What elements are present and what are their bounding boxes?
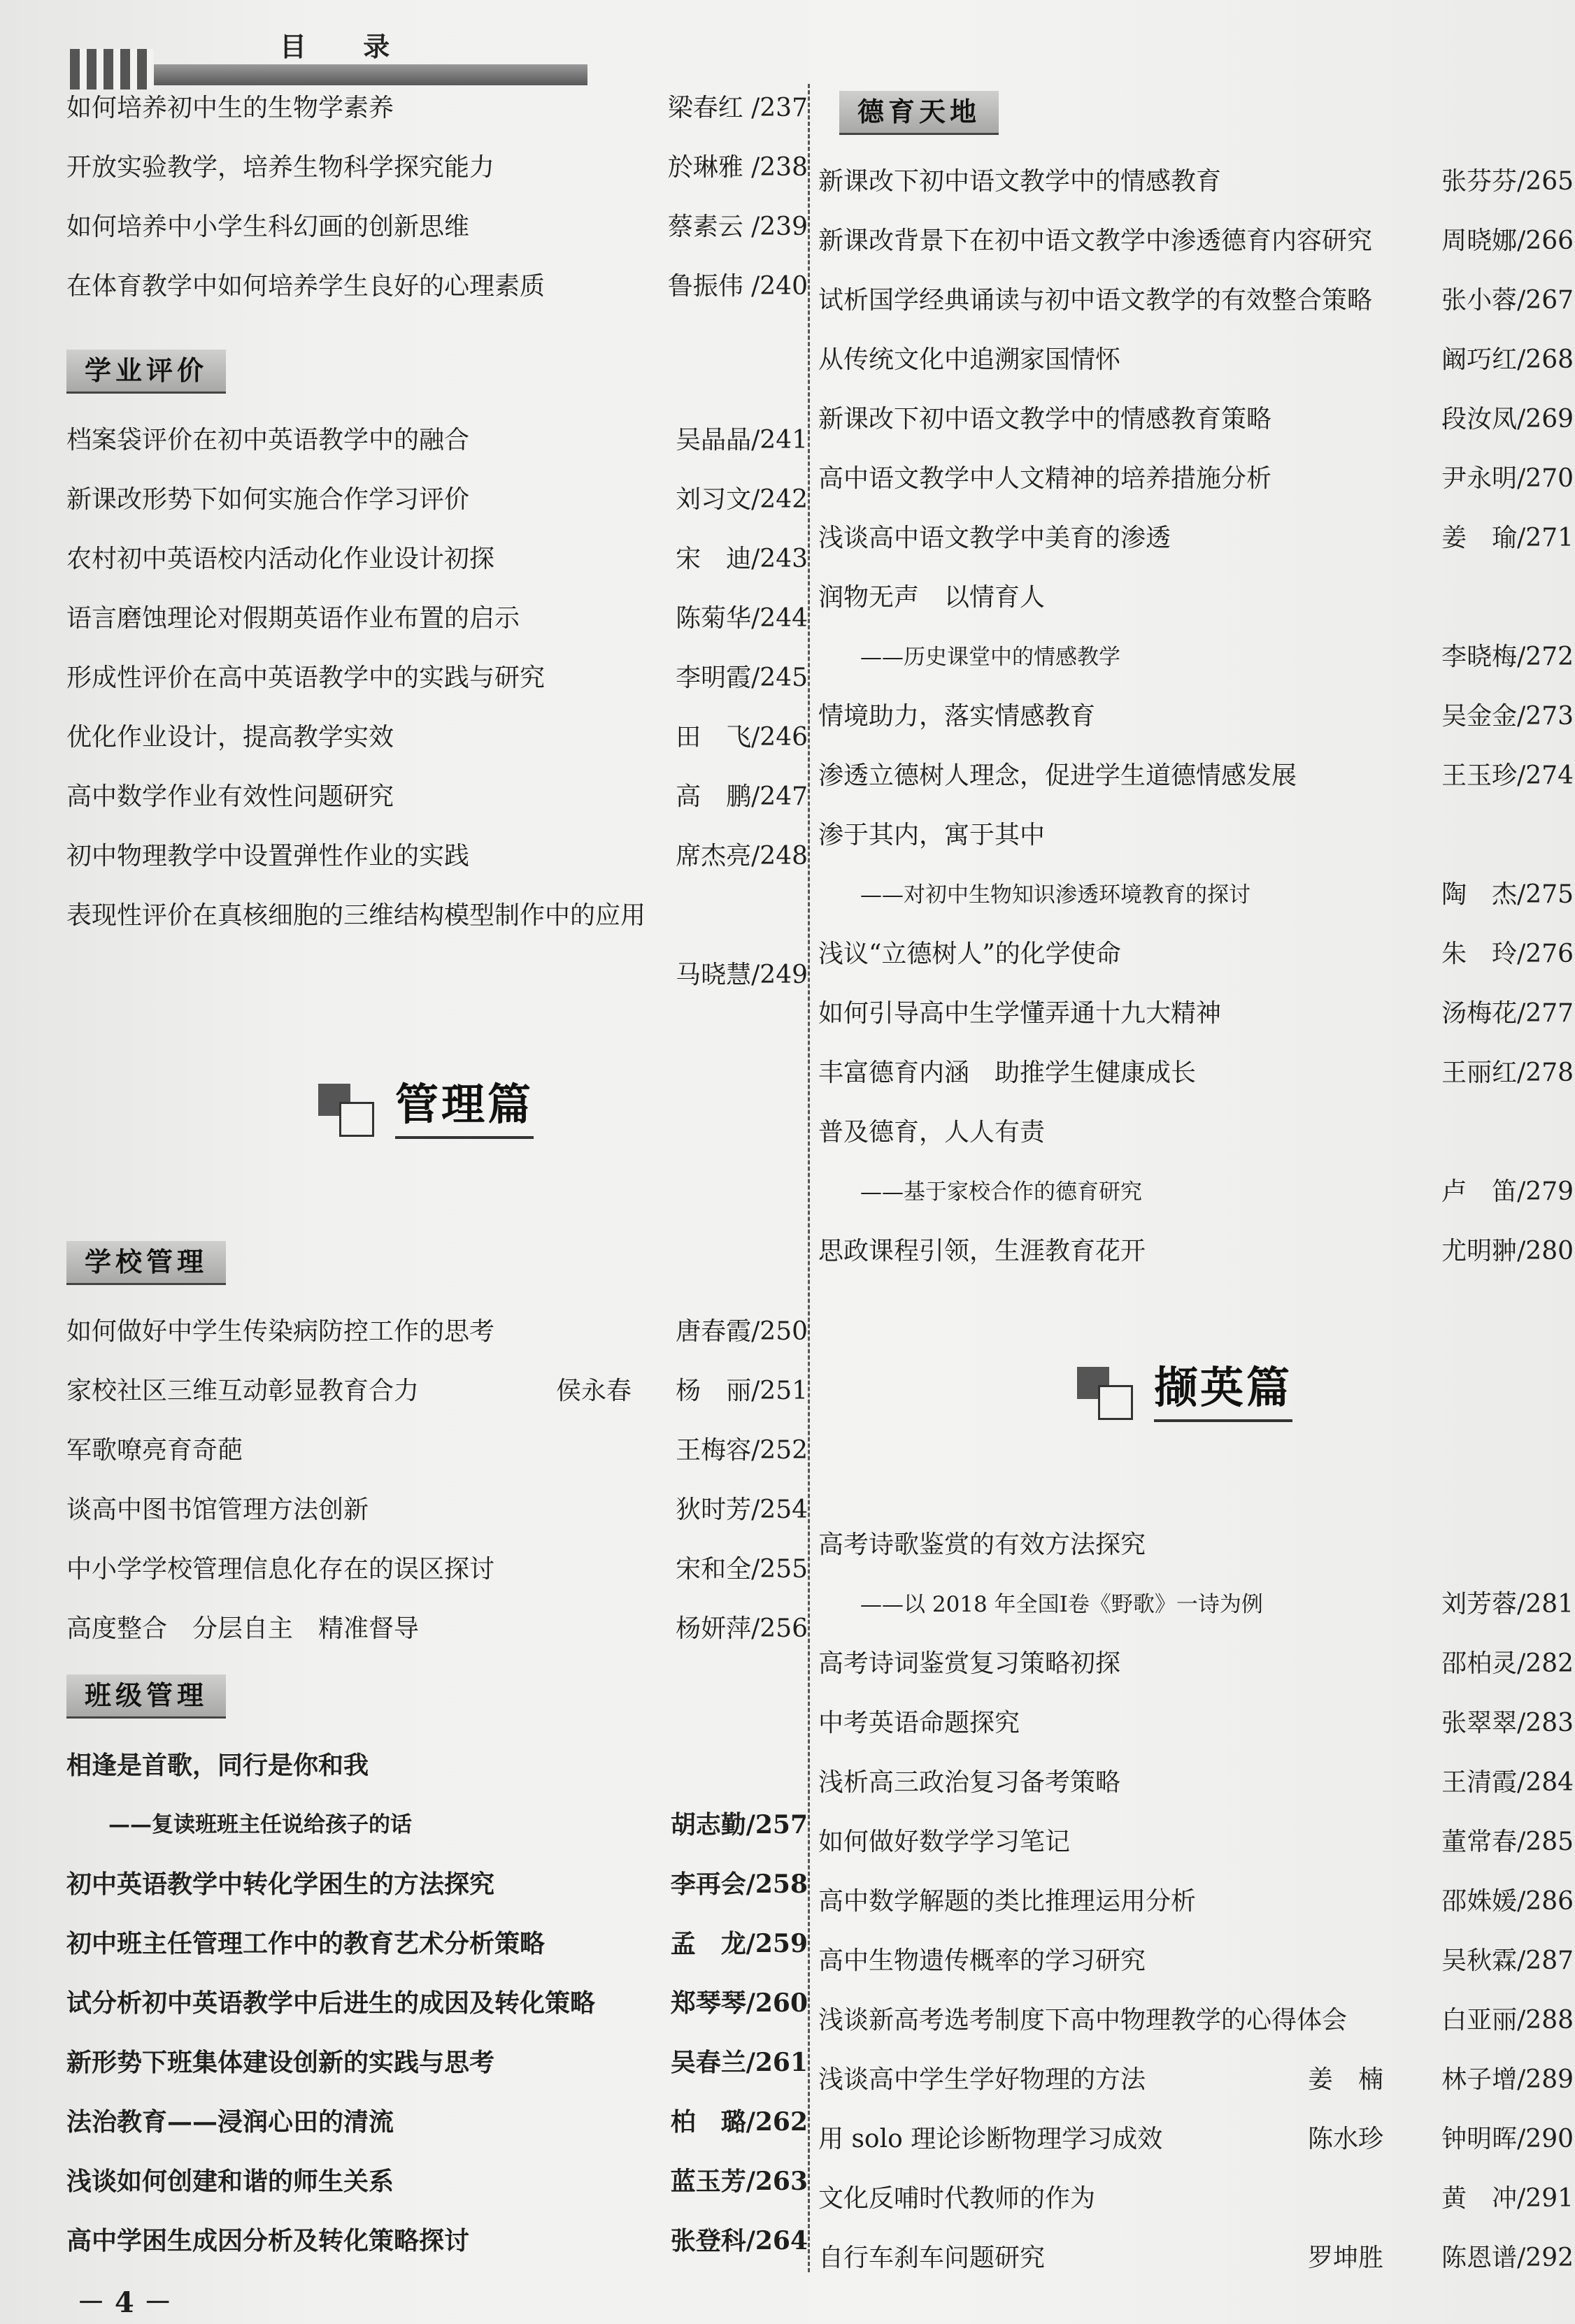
part-title-xieying: 撷英篇: [1077, 1353, 1427, 1423]
toc-entry[interactable]: 试析国学经典诵读与初中语文教学的有效整合策略 张小蓉/267: [818, 286, 1574, 315]
toc-entry[interactable]: 新课改形势下如何实施合作学习评价 刘习文/242: [66, 485, 808, 514]
toc-entry[interactable]: 如何培养中小学生科幻画的创新思维 蔡素云 /239: [66, 213, 808, 241]
toc-entry[interactable]: 浅谈高中学生学好物理的方法 姜 楠 林子增/289: [818, 2065, 1574, 2094]
toc-entry[interactable]: 试分析初中英语教学中后进生的成因及转化策略 郑琴琴/260: [66, 1988, 808, 2018]
section-label-banji: 班级管理: [66, 1674, 226, 1719]
toc-entry[interactable]: 在体育教学中如何培养学生良好的心理素质 鲁振伟 /240: [66, 272, 808, 301]
toc-entry[interactable]: 如何培养初中生的生物学素养 梁春红 /237: [66, 94, 808, 122]
toc-entry[interactable]: 高度整合 分层自主 精准督导 杨妍萍/256: [66, 1614, 808, 1643]
toc-entry[interactable]: 新课改背景下在初中语文教学中渗透德育内容研究 周晓娜/266: [818, 227, 1574, 255]
toc-entry[interactable]: 丰富德育内涵 助推学生健康成长 王丽红/278: [818, 1059, 1574, 1087]
toc-entry[interactable]: 谈高中图书馆管理方法创新 狄时芳/254: [66, 1495, 808, 1524]
toc-entry[interactable]: 渗透立德树人理念，促进学生道德情感发展 王玉珍/274: [818, 761, 1574, 790]
page-title: 目 录: [280, 31, 414, 62]
toc-entry[interactable]: 如何做好中学生传染病防控工作的思考 唐春霞/250: [66, 1317, 808, 1346]
toc-entry[interactable]: 情境助力，落实情感教育 吴金金/273: [818, 702, 1574, 731]
toc-entry[interactable]: 初中英语教学中转化学困生的方法探究 李再会/258: [66, 1870, 808, 1899]
toc-entry[interactable]: 浅谈新高考选考制度下高中物理教学的心得体会 白亚丽/288: [818, 2006, 1574, 2035]
toc-entry[interactable]: 军歌嘹亮育奇葩 王梅容/252: [66, 1436, 808, 1465]
toc-entry-sub[interactable]: ——以 2018 年全国Ⅰ卷《野歌》一诗为例 刘芳蓉/281: [860, 1590, 1574, 1619]
toc-entry[interactable]: 浅谈如何创建和谐的师生关系 蓝玉芳/263: [66, 2167, 808, 2196]
toc-entry[interactable]: 如何做好数学学习笔记 董常春/285: [818, 1828, 1574, 1856]
toc-entry-sub[interactable]: ——历史课堂中的情感教学 李晓梅/272: [860, 643, 1574, 671]
toc-entry[interactable]: 表现性评价在真核细胞的三维结构模型制作中的应用: [66, 901, 646, 930]
left-column: [66, 0, 808, 2324]
toc-entry[interactable]: 润物无声 以情育人: [818, 583, 1046, 612]
toc-entry[interactable]: 档案袋评价在初中英语教学中的融合 吴晶晶/241: [66, 426, 808, 454]
toc-entry[interactable]: 初中班主任管理工作中的教育艺术分析策略 孟 龙/259: [66, 1929, 808, 1958]
part-title-guanli: 管理篇: [318, 1070, 668, 1140]
toc-entry[interactable]: 新课改下初中语文教学中的情感教育策略 段汝凤/269: [818, 405, 1574, 433]
toc-entry[interactable]: 马晓慧/249: [676, 961, 808, 989]
part-squares-icon: [1077, 1367, 1140, 1423]
column-divider: [808, 84, 810, 2272]
toc-entry[interactable]: 渗于其内，寓于其中: [818, 821, 1046, 849]
toc-entry[interactable]: 农村初中英语校内活动化作业设计初探 宋 迪/243: [66, 545, 808, 573]
toc-entry[interactable]: 普及德育，人人有责: [818, 1118, 1046, 1147]
toc-entry[interactable]: 开放实验教学，培养生物科学探究能力 於琳雅 /238: [66, 153, 808, 182]
toc-entry[interactable]: 新形势下班集体建设创新的实践与思考 吴春兰/261: [66, 2048, 808, 2077]
section-label-xueye: 学业评价: [66, 350, 226, 394]
toc-entry[interactable]: 中考英语命题探究 张翠翠/283: [818, 1709, 1574, 1737]
toc-entry[interactable]: 高考诗歌鉴赏的有效方法探究: [818, 1530, 1146, 1559]
right-column: [818, 0, 1574, 2324]
toc-entry[interactable]: 高考诗词鉴赏复习策略初探 邵柏灵/282: [818, 1649, 1574, 1678]
toc-entry[interactable]: 新课改下初中语文教学中的情感教育 张芬芬/265: [818, 167, 1574, 196]
toc-entry[interactable]: 高中生物遗传概率的学习研究 吴秋霖/287: [818, 1946, 1574, 1975]
toc-entry[interactable]: 相逢是首歌，同行是你和我: [66, 1751, 369, 1780]
toc-entry[interactable]: 初中物理教学中设置弹性作业的实践 席杰亮/248: [66, 842, 808, 870]
toc-entry[interactable]: 高中学困生成因分析及转化策略探讨 张登科/264: [66, 2226, 808, 2255]
toc-entry[interactable]: 高中数学解题的类比推理运用分析 邵姝媛/286: [818, 1887, 1574, 1916]
toc-entry-sub[interactable]: ——复读班班主任说给孩子的话 胡志勤/257: [108, 1810, 808, 1839]
part-squares-icon: [318, 1084, 381, 1140]
toc-entry[interactable]: 语言磨蚀理论对假期英语作业布置的启示 陈菊华/244: [66, 604, 808, 633]
toc-entry-sub[interactable]: ——基于家校合作的德育研究 卢 笛/279: [860, 1177, 1574, 1206]
toc-entry[interactable]: 家校社区三维互动彰显教育合力 侯永春 杨 丽/251: [66, 1377, 808, 1405]
toc-entry[interactable]: 从传统文化中追溯家国情怀 阚巧红/268: [818, 345, 1574, 374]
section-label-deyu: 德育天地: [839, 91, 999, 135]
toc-entry[interactable]: 文化反哺时代教师的作为 黄 冲/291: [818, 2184, 1574, 2213]
toc-entry[interactable]: 高中语文教学中人文精神的培养措施分析 尹永明/270: [818, 464, 1574, 493]
page-number: － 4 －: [77, 2286, 172, 2319]
toc-entry[interactable]: 法治教育——浸润心田的清流 柏 璐/262: [66, 2107, 808, 2137]
toc-entry[interactable]: 思政课程引领，生涯教育花开 尤明翀/280: [818, 1237, 1574, 1265]
toc-entry[interactable]: 形成性评价在高中英语教学中的实践与研究 李明霞/245: [66, 664, 808, 692]
toc-entry[interactable]: 自行车刹车问题研究 罗坤胜 陈恩谱/292: [818, 2244, 1574, 2272]
toc-entry[interactable]: 如何引导高中生学懂弄通十九大精神 汤梅花/277: [818, 999, 1574, 1028]
toc-entry[interactable]: 浅议“立德树人”的化学使命 朱 玲/276: [818, 940, 1574, 968]
toc-entry[interactable]: 中小学学校管理信息化存在的误区探讨 宋和全/255: [66, 1555, 808, 1584]
toc-entry[interactable]: 用 solo 理论诊断物理学习成效 陈水珍 钟明晖/290: [818, 2125, 1574, 2153]
toc-entry-sub[interactable]: ——对初中生物知识渗透环境教育的探讨 陶 杰/275: [860, 880, 1574, 909]
toc-entry[interactable]: 浅析高三政治复习备考策略 王清霞/284: [818, 1768, 1574, 1797]
toc-entry[interactable]: 高中数学作业有效性问题研究 高 鹏/247: [66, 782, 808, 811]
section-label-xuexiao: 学校管理: [66, 1241, 226, 1285]
toc-entry[interactable]: 优化作业设计，提高教学实效 田 飞/246: [66, 723, 808, 752]
toc-entry[interactable]: 浅谈高中语文教学中美育的渗透 姜 瑜/271: [818, 524, 1574, 552]
